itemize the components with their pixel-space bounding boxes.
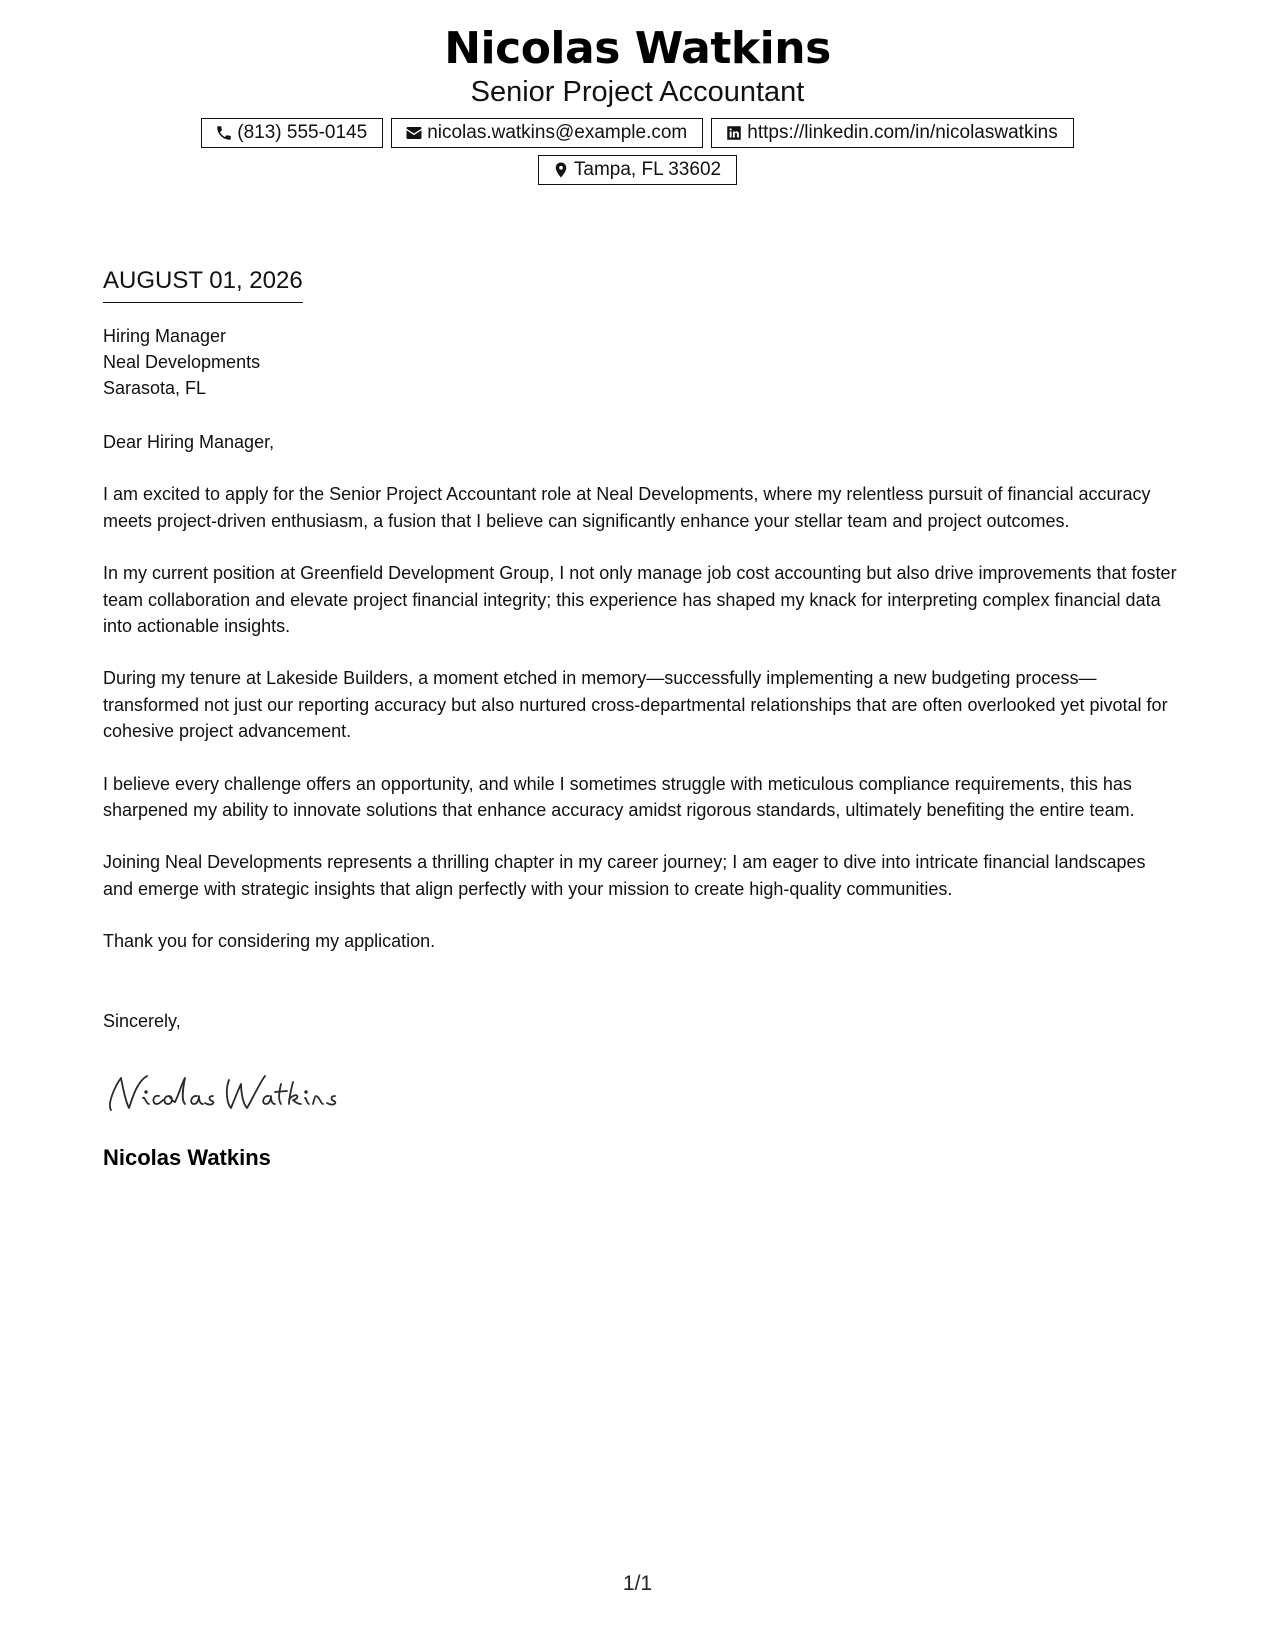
handwritten-signature bbox=[103, 1064, 1178, 1124]
contact-location bbox=[538, 155, 737, 185]
recipient-block bbox=[103, 323, 1178, 401]
body-paragraph: I believe every challenge offers an opportunity, and while I sometimes struggle with meticulous compliance requirements, this has sharpened my ability to innovate solutions that enhance accuracy amidst rigorous standards, ultimately benefiting the entire team. bbox=[103, 773, 1135, 821]
contact-email[interactable] bbox=[391, 118, 703, 148]
page-number: 1/1 bbox=[622, 1572, 653, 1595]
recipient-line: Neal Developments bbox=[103, 352, 261, 372]
recipient-line: Hiring Manager bbox=[103, 326, 227, 346]
salutation: Dear Hiring Manager, bbox=[103, 432, 275, 452]
linkedin-icon bbox=[724, 123, 744, 143]
applicant-title: Senior Project Accountant bbox=[470, 76, 805, 108]
closing-line: Thank you for considering my application. bbox=[103, 931, 436, 952]
envelope-icon bbox=[404, 123, 424, 143]
contact-linkedin-text: https://linkedin.com/in/nicolaswatkins bbox=[747, 122, 1058, 143]
recipient-line: Sarasota, FL bbox=[103, 378, 207, 398]
applicant-name: Nicolas Watkins bbox=[444, 23, 831, 74]
map-marker-icon bbox=[551, 160, 571, 180]
phone-icon bbox=[214, 123, 234, 143]
contact-email-text: nicolas.watkins@example.com bbox=[427, 122, 688, 143]
body-paragraph: During my tenure at Lakeside Builders, a moment etched in memory—successfully implementing a new budgeting process—transformed not just our reporting accuracy but also nurtured cross-departmental relationships that are often overlooked yet pivotal for cohesive project advancement. bbox=[103, 668, 1168, 742]
body-paragraph: In my current position at Greenfield Development Group, I not only manage job cost accounting but also drive improvements that foster team collaboration and elevate project financial integrity; this experience has shaped my knack for interpreting complex financial data into actionable insights. bbox=[103, 563, 1177, 637]
contact-row-2 bbox=[0, 155, 1275, 185]
signer-name: Nicolas Watkins bbox=[103, 1145, 271, 1171]
letter-date: AUGUST 01, 2026 bbox=[103, 264, 303, 303]
contact-row-1 bbox=[0, 118, 1275, 148]
contact-location-text: Tampa, FL 33602 bbox=[573, 159, 722, 180]
contact-linkedin[interactable] bbox=[711, 118, 1073, 148]
sign-off: Sincerely, bbox=[103, 1010, 181, 1031]
letter-body bbox=[103, 264, 1178, 1172]
contact-phone[interactable] bbox=[201, 118, 383, 148]
contact-phone-text: (813) 555-0145 bbox=[237, 122, 368, 143]
body-paragraph: I am excited to apply for the Senior Project Accountant role at Neal Developments, where my relentless pursuit of financial accuracy meets project-driven enthusiasm, a fusion that I believe can significantly enhance your stellar team and project outcomes. bbox=[103, 484, 1151, 531]
body-paragraph: Joining Neal Developments represents a thrilling chapter in my career journey; I am eager to dive into intricate financial landscapes and emerge with strategic insights that align perfectly with your mission to create high-quality communities. bbox=[103, 852, 1146, 899]
letter-header bbox=[0, 22, 1275, 185]
